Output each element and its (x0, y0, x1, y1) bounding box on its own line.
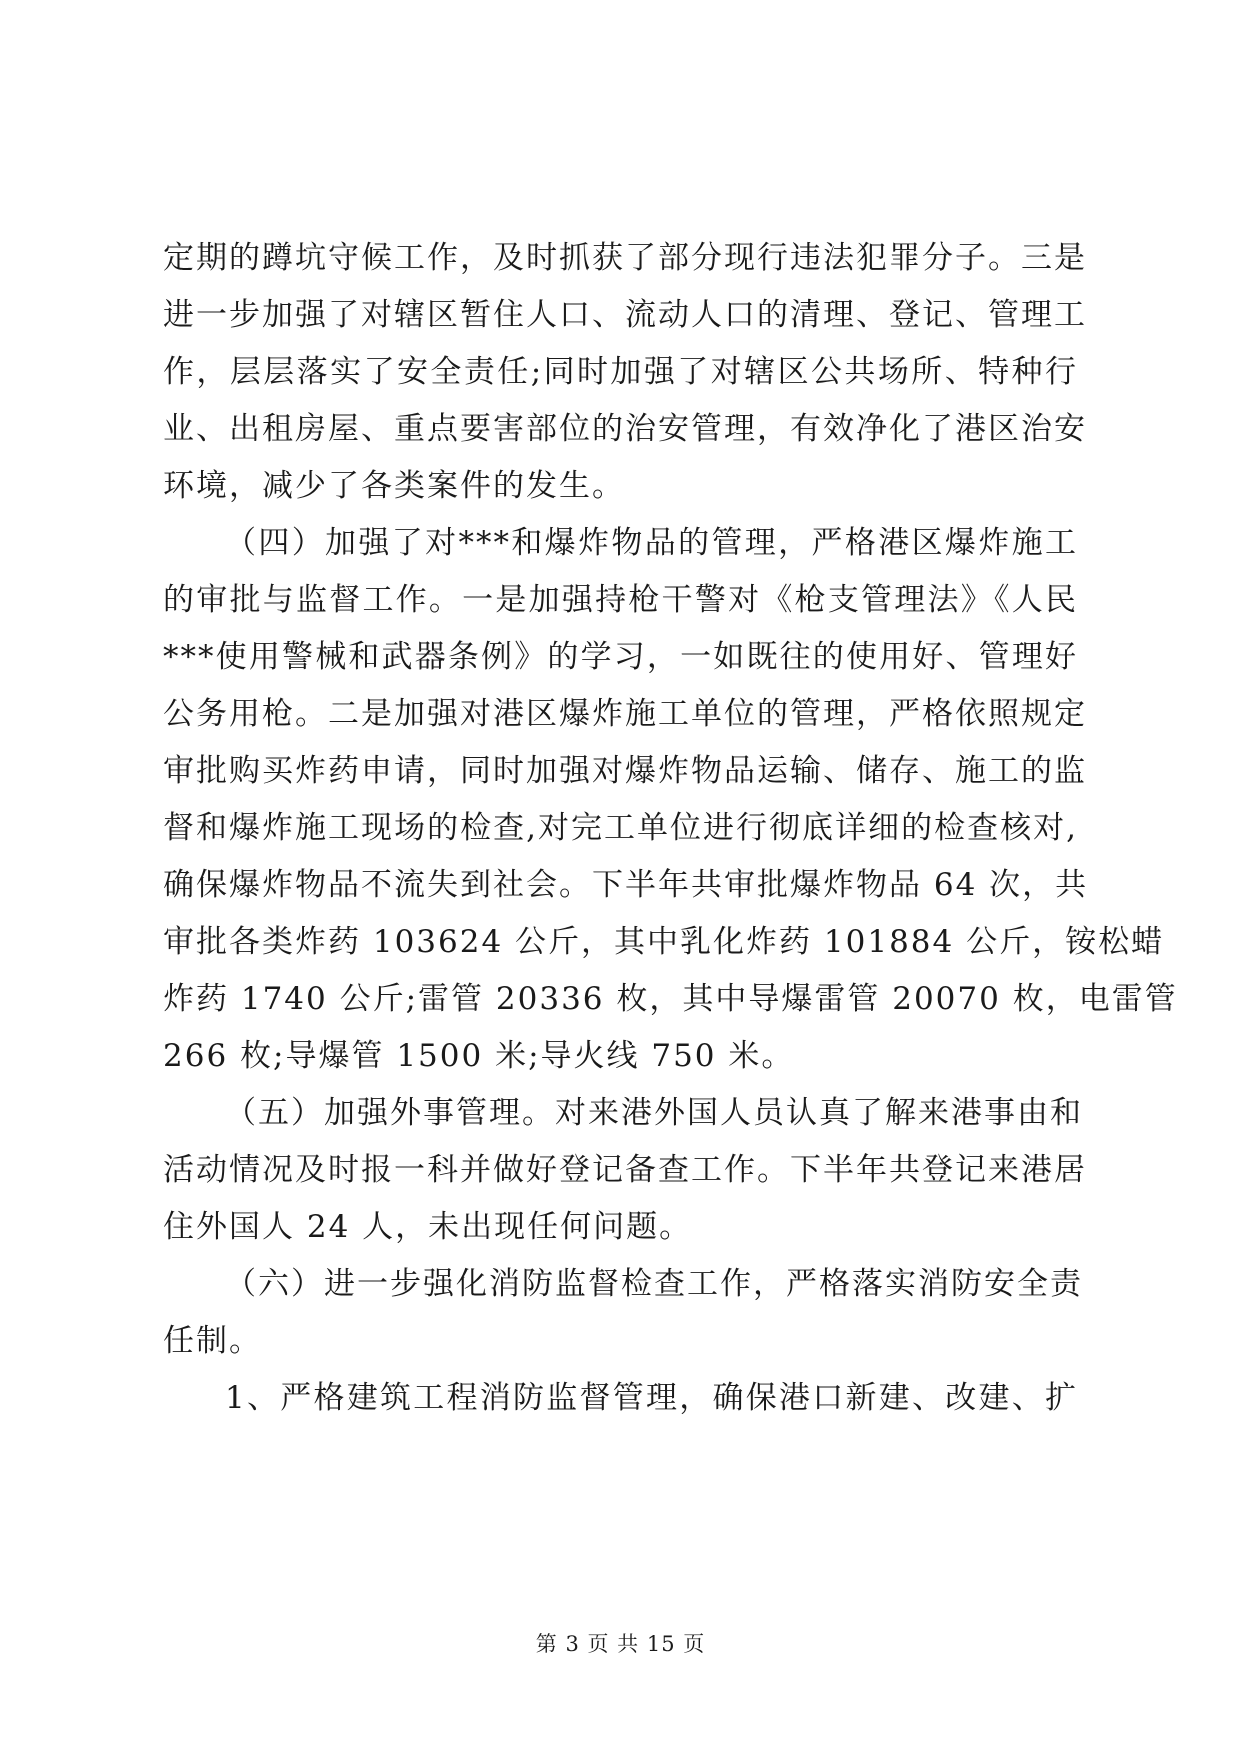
text-line: 定期的蹲坑守候工作，及时抓获了部分现行违法犯罪分子。三是 (163, 240, 1087, 276)
text-line: 审批各类炸药 103624 公斤，其中乳化炸药 101884 公斤，铵松蜡 (163, 924, 1165, 960)
text-line: 环境，减少了各类案件的发生。 (163, 468, 625, 504)
text-line: 活动情况及时报一科并做好登记备查工作。下半年共登记来港居 (163, 1152, 1087, 1188)
text-line: 的审批与监督工作。一是加强持枪干警对《枪支管理法》《人民 (163, 582, 1078, 618)
text-line: 公务用枪。二是加强对港区爆炸施工单位的管理，严格依照规定 (163, 696, 1087, 732)
paragraph-heading-4: （四）加强了对***和爆炸物品的管理，严格港区爆炸施工 (225, 525, 1078, 561)
text-line: 审批购买炸药申请，同时加强对爆炸物品运输、储存、施工的监 (163, 753, 1087, 789)
text-line: 确保爆炸物品不流失到社会。下半年共审批爆炸物品 64 次，共 (163, 867, 1089, 903)
text-line: ***使用警械和武器条例》的学习，一如既往的使用好、管理好 (163, 639, 1078, 675)
page-footer: 第 3 页 共 15 页 (535, 1632, 706, 1656)
numbered-item-1: 1、严格建筑工程消防监督管理，确保港口新建、改建、扩 (225, 1380, 1078, 1416)
text-line: 266 枚;导爆管 1500 米;导火线 750 米。 (163, 1038, 795, 1074)
text-line: 作，层层落实了安全责任;同时加强了对辖区公共场所、特种行 (163, 354, 1078, 390)
text-line: 督和爆炸施工现场的检查,对完工单位进行彻底详细的检查核对, (163, 810, 1078, 846)
paragraph-heading-5: （五）加强外事管理。对来港外国人员认真了解来港事由和 (225, 1095, 1083, 1131)
text-line: 业、出租房屋、重点要害部位的治安管理，有效净化了港区治安 (163, 411, 1087, 447)
paragraph-heading-6: （六）进一步强化消防监督检查工作，严格落实消防安全责 (225, 1266, 1083, 1302)
text-line: 住外国人 24 人，未出现任何问题。 (163, 1209, 693, 1245)
text-line: 任制。 (163, 1323, 262, 1359)
text-line: 炸药 1740 公斤;雷管 20336 枚，其中导爆雷管 20070 枚，电雷管 (163, 981, 1178, 1017)
text-line: 进一步加强了对辖区暂住人口、流动人口的清理、登记、管理工 (163, 297, 1087, 333)
